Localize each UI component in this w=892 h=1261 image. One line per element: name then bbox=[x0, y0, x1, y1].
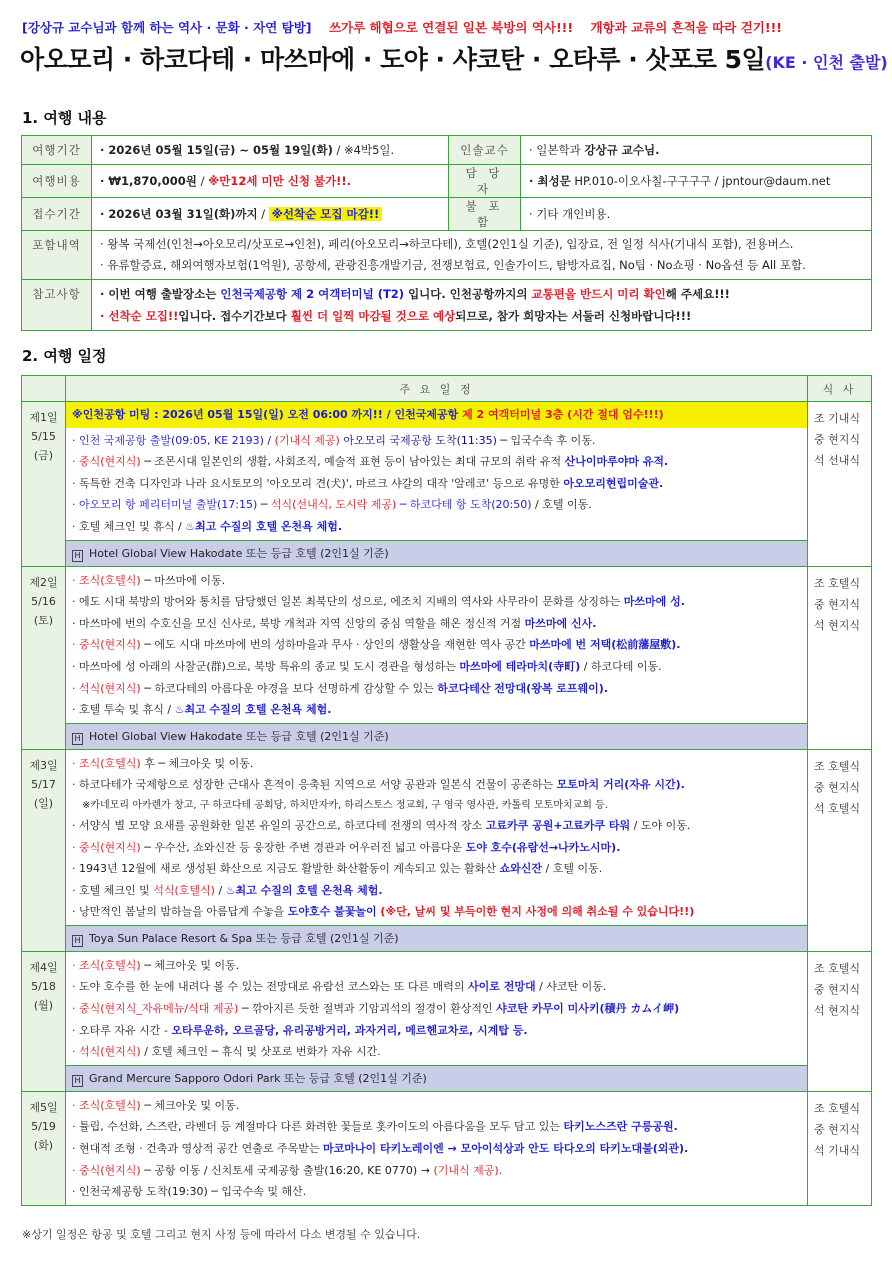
trip-info-table bbox=[21, 135, 872, 331]
page-title-sub: (KE · 인천 출발) bbox=[765, 53, 888, 72]
schedule-text: / 도야 이동. bbox=[630, 818, 691, 832]
day-1-content bbox=[66, 402, 808, 541]
meeting-terminal: 제 2 여객터미널 3층 bbox=[462, 408, 564, 421]
schedule-line bbox=[72, 976, 801, 998]
label-professor: 인솔교수 bbox=[449, 136, 521, 165]
day-row-1 bbox=[22, 402, 872, 541]
highlight-site: 마쓰마에 성. bbox=[623, 595, 685, 609]
notes-line-2 bbox=[100, 305, 863, 327]
day-number: 제2일 bbox=[29, 575, 58, 589]
cost-amount: · ₩1,870,000원 bbox=[100, 174, 197, 188]
hotel-icon: H bbox=[72, 733, 83, 745]
meal-label: · 중식(현지식) bbox=[72, 840, 141, 854]
meals-day-2 bbox=[808, 566, 872, 749]
meal-label: 석식(선내식, 도시락 제공) bbox=[270, 498, 397, 512]
schedule-line bbox=[72, 656, 801, 678]
meal-label: 석식(호텔식) bbox=[153, 883, 215, 897]
schedule-line bbox=[72, 1041, 801, 1063]
schedule-text: ─ 깎아지른 듯한 절벽과 기암괴석의 절경이 환상적인 bbox=[238, 1002, 497, 1016]
meal-breakfast: 조 호텔식 bbox=[814, 576, 861, 590]
schedule-line bbox=[72, 473, 801, 495]
hotel-bar bbox=[66, 925, 808, 951]
schedule-line bbox=[72, 1160, 801, 1182]
day-row-5 bbox=[22, 1091, 872, 1205]
meal-lunch: 중 현지식 bbox=[814, 597, 861, 611]
hotel-name: Grand Mercure Sapporo Odori Park 또는 등급 호텔 (2인1실 기준) bbox=[89, 1071, 427, 1085]
separator: / bbox=[196, 174, 209, 188]
hotel-icon: H bbox=[72, 935, 83, 947]
info-row bbox=[22, 165, 872, 198]
highlight-site: 오타루운하, 오르골당, 유리공방거리, 과자거리, 메르헨교차로, 시계탑 등. bbox=[171, 1023, 528, 1037]
label-included: 포함내역 bbox=[22, 231, 92, 280]
hotel-icon: H bbox=[72, 550, 83, 562]
highlight-site: 고료카쿠 공원+고료카쿠 타워 bbox=[485, 818, 631, 832]
day-4-content bbox=[66, 951, 808, 1065]
highlight-site: 샤코탄 카무이 미사키(積丹 カムイ岬) bbox=[496, 1002, 680, 1016]
day-date: 5/17 bbox=[31, 777, 56, 791]
schedule-text: · 마쓰마에 성 아래의 사찰군(群)으로, 북방 특유의 종교 및 도시 경관을 형성하는 bbox=[72, 659, 460, 673]
schedule-text: ─ 체크아웃 및 이동. bbox=[140, 958, 240, 972]
day-label-3 bbox=[22, 749, 66, 951]
notes-text: · 이번 여행 출발장소는 bbox=[100, 287, 221, 301]
schedule-line bbox=[72, 880, 801, 902]
schedule-header-row bbox=[22, 376, 872, 402]
schedule-text: · 호텔 체크인 및 bbox=[72, 883, 154, 897]
period-dates: · 2026년 05월 15일(금) ~ 05월 19일(화) bbox=[100, 143, 333, 157]
schedule-text: / 호텔 이동. bbox=[531, 498, 592, 512]
day-row-3 bbox=[22, 749, 872, 925]
notes-text: 입니다. 접수기간보다 bbox=[178, 309, 291, 323]
meal-label: · 조식(호텔식) bbox=[72, 958, 141, 972]
value-excluded: · 기타 개인비용. bbox=[521, 198, 872, 231]
cancellation-warning: (※단, 날씨 및 부득이한 현지 사정에 의해 취소될 수 있습니다!!) bbox=[376, 905, 695, 919]
value-notes bbox=[92, 280, 872, 331]
schedule-line bbox=[72, 494, 801, 516]
meal-breakfast: 조 호텔식 bbox=[814, 961, 861, 975]
meal-breakfast: 조 호텔식 bbox=[814, 759, 861, 773]
highlight-site: 모토마치 거리(자유 시간). bbox=[556, 778, 685, 792]
day-number: 제4일 bbox=[29, 960, 58, 974]
schedule-line bbox=[72, 1116, 801, 1138]
meal-dinner: 석 선내식 bbox=[814, 454, 861, 467]
header-main-schedule: 주 요 일 정 bbox=[66, 376, 808, 402]
section-heading-schedule: 2. 여행 일정 bbox=[22, 347, 107, 365]
day-weekday: (일) bbox=[33, 796, 54, 810]
day-date: 5/15 bbox=[31, 430, 56, 443]
meal-lunch: 중 현지식 bbox=[814, 433, 861, 446]
schedule-text: · 호텔 투숙 및 휴식 / bbox=[72, 703, 175, 717]
day-label-4 bbox=[22, 951, 66, 1091]
meeting-warning: (시간 절대 엄수!!!) bbox=[563, 408, 664, 421]
onsen-highlight: ♨최고 수질의 호텔 온천욕 체험. bbox=[185, 519, 343, 533]
meal-label: · 석식(현지식) bbox=[72, 681, 141, 695]
highlight-site: 마쓰마에 테라마치(寺町) bbox=[459, 659, 581, 673]
meal-label: · 조식(호텔식) bbox=[72, 756, 141, 770]
contact-details: HP.010-이오사칠-구구구구 / jpntour@daum.net bbox=[570, 174, 831, 188]
meal-label: · 중식(현지식) bbox=[72, 1163, 141, 1177]
schedule-line bbox=[72, 430, 801, 452]
meal-lunch: 중 현지식 bbox=[814, 982, 861, 996]
highlight-site: 사이로 전망대 bbox=[467, 980, 536, 994]
meal-dinner: 석 현지식 bbox=[814, 618, 861, 632]
info-row bbox=[22, 231, 872, 280]
day-weekday: (토) bbox=[33, 613, 54, 627]
schedule-line bbox=[72, 678, 801, 700]
included-line-2: · 유류할증료, 해외여행자보험(1억원), 공항세, 관광진흥개발기금, 전쟁보험료, 인솔가이드, 탐방자료집, No팁 · No쇼핑 · No옵션 등 All 포함. bbox=[100, 258, 806, 272]
meal-label: · 중식(현지식) bbox=[72, 638, 141, 652]
schedule-text: · 도야 호수를 한 눈에 내려다 볼 수 있는 전망대로 유람선 코스와는 또 다른 매력의 bbox=[72, 980, 468, 994]
professor-dept: · 일본학과 bbox=[529, 143, 585, 157]
header-meal: 식 사 bbox=[808, 376, 872, 402]
info-row bbox=[22, 136, 872, 165]
day-3-content bbox=[66, 749, 808, 925]
meal-note: (기내식 제공). bbox=[433, 1163, 503, 1177]
label-notes: 참고사항 bbox=[22, 280, 92, 331]
schedule-line: · 인천국제공항 도착(19:30) ─ 입국수속 및 해산. bbox=[72, 1185, 307, 1199]
notes-line-1 bbox=[100, 283, 863, 305]
meals-day-1 bbox=[808, 402, 872, 567]
label-apply: 접수기간 bbox=[22, 198, 92, 231]
hotel-bar bbox=[66, 723, 808, 749]
schedule-text: ─ 우수산, 쇼와신잔 등 웅장한 주변 경관과 어우러진 넓고 아름다운 bbox=[140, 840, 466, 854]
day-weekday: (금) bbox=[33, 449, 54, 462]
schedule-subnote: ※카네모리 아카렌가 창고, 구 하코다테 공회당, 하치만자카, 하리스토스 정교회, 구 영국 영사관, 카톨릭 모토마치교회 등. bbox=[82, 799, 608, 811]
day-weekday: (화) bbox=[33, 1138, 54, 1152]
info-row bbox=[22, 198, 872, 231]
day-date: 5/16 bbox=[31, 594, 56, 608]
meal-note: (기내식 제공) bbox=[274, 433, 340, 447]
schedule-line bbox=[72, 815, 801, 837]
highlight-site: 산나이마루야마 유적. bbox=[564, 455, 669, 469]
schedule-line bbox=[72, 955, 801, 977]
schedule-line bbox=[72, 998, 801, 1020]
schedule-text: · 마쓰마에 번의 수호신을 모신 신사로, 북방 개척과 지역 신앙의 중심 역할을 해온 정신적 거점 bbox=[72, 616, 525, 630]
schedule-text: · 에도 시대 북방의 방어와 통치를 담당했던 일본 최북단의 성으로, 에조치 지배의 역사와 사무라이 문화를 상징하는 bbox=[72, 595, 624, 609]
hotel-icon: H bbox=[72, 1075, 83, 1087]
day-row-2 bbox=[22, 566, 872, 723]
meal-label: · 석식(현지식) bbox=[72, 1045, 141, 1059]
hotel-row-2 bbox=[22, 723, 872, 749]
schedule-text: ─ 입국수속 후 이동. bbox=[496, 433, 596, 447]
meal-lunch: 중 현지식 bbox=[814, 780, 861, 794]
schedule-text: · 오타루 자유 시간 - bbox=[72, 1023, 172, 1037]
notes-early-close: 훨씬 더 일찍 마감될 것으로 예상 bbox=[290, 309, 456, 323]
schedule-text: · 하코다테가 국제항으로 성장한 근대사 흔적이 응축된 지역으로 서양 공관과 일본식 건물이 공존하는 bbox=[72, 778, 557, 792]
schedule-text: / bbox=[214, 883, 226, 897]
label-period: 여행기간 bbox=[22, 136, 92, 165]
schedule-line bbox=[72, 901, 801, 923]
highlight-site: 마코마나이 타키노레이엔 → 모아이석상과 안도 타다오의 타키노대불(외관). bbox=[322, 1142, 689, 1156]
schedule-text: · 1943년 12월에 새로 생성된 화산으로 지금도 활발한 화산활동이 계속되고 있는 활화산 bbox=[72, 862, 500, 876]
day-label-2 bbox=[22, 566, 66, 749]
tagline-history: 쓰가루 해협으로 연결된 일본 북방의 역사!!! bbox=[328, 20, 574, 35]
value-included bbox=[92, 231, 872, 280]
highlight-site: 마쓰마에 번 저택(松前藩屋敷). bbox=[529, 638, 681, 652]
meal-dinner: 석 호텔식 bbox=[814, 801, 861, 815]
schedule-text: ─ 하코다테의 아름다운 야경을 보다 선명하게 감상할 수 있는 bbox=[140, 681, 438, 695]
header-day-cell bbox=[22, 376, 66, 402]
schedule-text: / 호텔 체크인 ─ 휴식 및 삿포로 번화가 자유 시간. bbox=[140, 1045, 381, 1059]
meal-label: · 중식(현지식_자유메뉴/식대 제공) bbox=[72, 1002, 239, 1016]
notes-text: 입니다. 인천공항까지의 bbox=[404, 287, 532, 301]
hotel-row-4 bbox=[22, 1065, 872, 1091]
schedule-text: ─ 마쓰마에 이동. bbox=[140, 573, 226, 587]
day-row-4 bbox=[22, 951, 872, 1065]
day-number: 제5일 bbox=[29, 1100, 58, 1114]
schedule-line bbox=[72, 837, 801, 859]
day-label-1 bbox=[22, 402, 66, 567]
schedule-line bbox=[72, 774, 801, 796]
header-tagline bbox=[22, 18, 782, 36]
page-title bbox=[20, 40, 888, 76]
label-excluded: 불 포 함 bbox=[449, 198, 521, 231]
hotel-name: Hotel Global View Hakodate 또는 등급 호텔 (2인1실 기준) bbox=[89, 729, 389, 743]
separator: / bbox=[257, 207, 269, 221]
notes-text: 되므로, 참가 희망자는 서둘러 신청바랍니다!!! bbox=[455, 309, 692, 323]
hotel-name: Hotel Global View Hakodate 또는 등급 호텔 (2인1실 기준) bbox=[89, 546, 389, 560]
meeting-text: ※인천공항 미팅 : 2026년 05월 15일(일) 오전 06:00 까지!! / 인천국제공항 bbox=[72, 408, 463, 421]
highlight-site: 쇼와신잔 bbox=[499, 862, 542, 876]
schedule-text: / 호텔 이동. bbox=[542, 862, 603, 876]
schedule-text: 후 ─ 체크아웃 및 이동. bbox=[140, 756, 254, 770]
schedule-text: ─ 공항 이동 / 신치토세 국제공항 출발(16:20, KE 0770) → bbox=[140, 1163, 434, 1177]
meal-lunch: 중 현지식 bbox=[814, 1122, 861, 1136]
included-line-1: · 왕복 국제선(인천→아오모리/삿포로→인천), 페리(아오모리→하코다테), 호텔(2인1실 기준), 입장료, 전 일정 식사(기내식 포함), 전용버스. bbox=[100, 237, 794, 251]
schedule-line bbox=[72, 1020, 801, 1042]
label-contact: 담 당 자 bbox=[449, 165, 521, 198]
schedule-text: ─ bbox=[257, 498, 271, 512]
hotel-bar bbox=[66, 1065, 808, 1091]
contact-name: · 최성문 bbox=[529, 174, 571, 188]
day-number: 제3일 bbox=[29, 758, 58, 772]
tagline-walk: 개항과 교류의 흔적을 따라 걷기!!! bbox=[590, 20, 782, 35]
highlight-site: 마쓰마에 신사. bbox=[524, 616, 597, 630]
value-contact bbox=[521, 165, 872, 198]
schedule-line bbox=[72, 1138, 801, 1160]
schedule-text: · 호텔 체크인 및 휴식 / bbox=[72, 519, 186, 533]
schedule-line bbox=[72, 613, 801, 635]
schedule-line bbox=[72, 699, 801, 721]
schedule-text: · 독특한 건축 디자인과 나라 요시토모의 '아오모리 견(犬)', 마르크 샤갈의 대작 '알레코' 등으로 유명한 bbox=[72, 476, 564, 490]
onsen-highlight: ♨최고 수질의 호텔 온천욕 체험. bbox=[225, 883, 383, 897]
meal-breakfast: 조 기내식 bbox=[814, 412, 861, 425]
schedule-text: · 현대적 조형 · 건축과 영상적 공간 연출로 주목받는 bbox=[72, 1142, 323, 1156]
page-title-main: 아오모리 · 하코다테 · 마쓰마에 · 도야 · 샤코탄 · 오타루 · 삿포로 5일 bbox=[20, 45, 766, 74]
schedule-text: · 낭만적인 봄날의 밤하늘을 아름답게 수놓을 bbox=[72, 905, 288, 919]
highlight-site: 아오모리현립미술관. bbox=[563, 476, 664, 490]
schedule-line bbox=[72, 451, 801, 473]
professor-name: 강상규 교수님. bbox=[584, 143, 660, 157]
onsen-highlight: ♨최고 수질의 호텔 온천욕 체험. bbox=[174, 703, 332, 717]
schedule-text: / 하코다테 이동. bbox=[580, 659, 662, 673]
schedule-line bbox=[72, 634, 801, 656]
flight-out: · 인천 국제공항 출발(09:05, KE 2193) / bbox=[72, 433, 275, 447]
day-5-content bbox=[66, 1091, 808, 1205]
ferry-arrival: ─ 하코다테 항 도착(20:50) bbox=[396, 498, 532, 512]
airport-meeting bbox=[66, 402, 807, 428]
meal-dinner: 석 기내식 bbox=[814, 1143, 861, 1157]
schedule-line bbox=[72, 753, 801, 775]
meal-label: · 조식(호텔식) bbox=[72, 1098, 141, 1112]
label-cost: 여행비용 bbox=[22, 165, 92, 198]
highlight-site: 하코다테산 전망대(왕복 로프웨이). bbox=[437, 681, 608, 695]
meal-label: · 중식(현지식) bbox=[72, 455, 141, 469]
notes-terminal: 인천국제공항 제 2 여객터미널 (T2) bbox=[220, 287, 405, 301]
apply-deadline: · 2026년 03월 31일(화)까지 bbox=[100, 207, 258, 221]
footnote: ※상기 일정은 항공 및 호텔 그리고 현지 사정 등에 따라서 다소 변경될 수 있습니다. bbox=[22, 1228, 421, 1241]
schedule-text: ─ 에도 시대 마쓰마에 번의 성하마을과 무사 · 상인의 생활상을 재현한 역사 공간 bbox=[140, 638, 530, 652]
meal-breakfast: 조 호텔식 bbox=[814, 1101, 861, 1115]
tagline-tour-name: [강상규 교수님과 함께 하는 역사 · 문화 · 자연 탐방] bbox=[22, 20, 312, 35]
day-label-5 bbox=[22, 1091, 66, 1205]
schedule-text: ─ 조몬시대 일본인의 생활, 사회조직, 예술적 표현 등이 남아있는 최대 규모의 취락 유적 bbox=[140, 455, 565, 469]
hotel-bar bbox=[66, 540, 808, 566]
section-heading-info: 1. 여행 내용 bbox=[22, 109, 107, 127]
highlight-site: 도야호수 불꽃놀이 bbox=[287, 905, 377, 919]
age-restriction: ※만12세 미만 신청 불가!!. bbox=[208, 174, 352, 188]
notes-transport: 교통편을 반드시 미리 확인 bbox=[531, 287, 666, 301]
schedule-text: · 서양식 별 모양 요새를 공원화한 일본 유일의 공간으로, 하코다테 전쟁의 역사적 장소 bbox=[72, 818, 486, 832]
info-row bbox=[22, 280, 872, 331]
schedule-line bbox=[72, 570, 801, 592]
schedule-line bbox=[72, 1095, 801, 1117]
value-professor bbox=[521, 136, 872, 165]
highlight-site: 도야 호수(유람선→나카노시마). bbox=[465, 840, 621, 854]
meals-day-4 bbox=[808, 951, 872, 1091]
hotel-row-1 bbox=[22, 540, 872, 566]
schedule-text: ─ 체크아웃 및 이동. bbox=[140, 1098, 240, 1112]
hotel-name: Toya Sun Palace Resort & Spa 또는 등급 호텔 (2인1실 기준) bbox=[89, 931, 399, 945]
notes-first-come: · 선착순 모집!! bbox=[100, 309, 179, 323]
schedule-line bbox=[72, 516, 801, 538]
arrival: 아오모리 국제공항 도착(11:35) bbox=[339, 433, 497, 447]
schedule-text: · 튤립, 수선화, 스즈란, 라벤더 등 계절마다 다른 화려한 꽃들로 홋카이도의 아름다움을 모두 담고 있는 bbox=[72, 1120, 564, 1134]
value-period bbox=[92, 136, 449, 165]
value-apply bbox=[92, 198, 449, 231]
meal-dinner: 석 현지식 bbox=[814, 1003, 861, 1017]
day-date: 5/19 bbox=[31, 1119, 56, 1133]
day-2-content bbox=[66, 566, 808, 723]
day-number: 제1일 bbox=[29, 411, 58, 424]
meals-day-5 bbox=[808, 1091, 872, 1205]
highlight-site: 타키노스즈란 구릉공원. bbox=[563, 1120, 678, 1134]
ferry-departure: · 아오모리 항 페리터미널 출발(17:15) bbox=[72, 498, 258, 512]
value-cost bbox=[92, 165, 449, 198]
meal-label: · 조식(호텔식) bbox=[72, 573, 141, 587]
schedule-line bbox=[72, 858, 801, 880]
schedule-table bbox=[21, 375, 872, 1206]
schedule-line bbox=[72, 591, 801, 613]
first-come-badge: ※선착순 모집 마감!! bbox=[269, 207, 382, 221]
day-date: 5/18 bbox=[31, 979, 56, 993]
meals-day-3 bbox=[808, 749, 872, 951]
hotel-row-3 bbox=[22, 925, 872, 951]
day-weekday: (월) bbox=[33, 998, 54, 1012]
schedule-text: / 샤코탄 이동. bbox=[535, 980, 607, 994]
period-nights: / ※4박5일. bbox=[332, 143, 395, 157]
notes-text: 해 주세요!!! bbox=[665, 287, 730, 301]
